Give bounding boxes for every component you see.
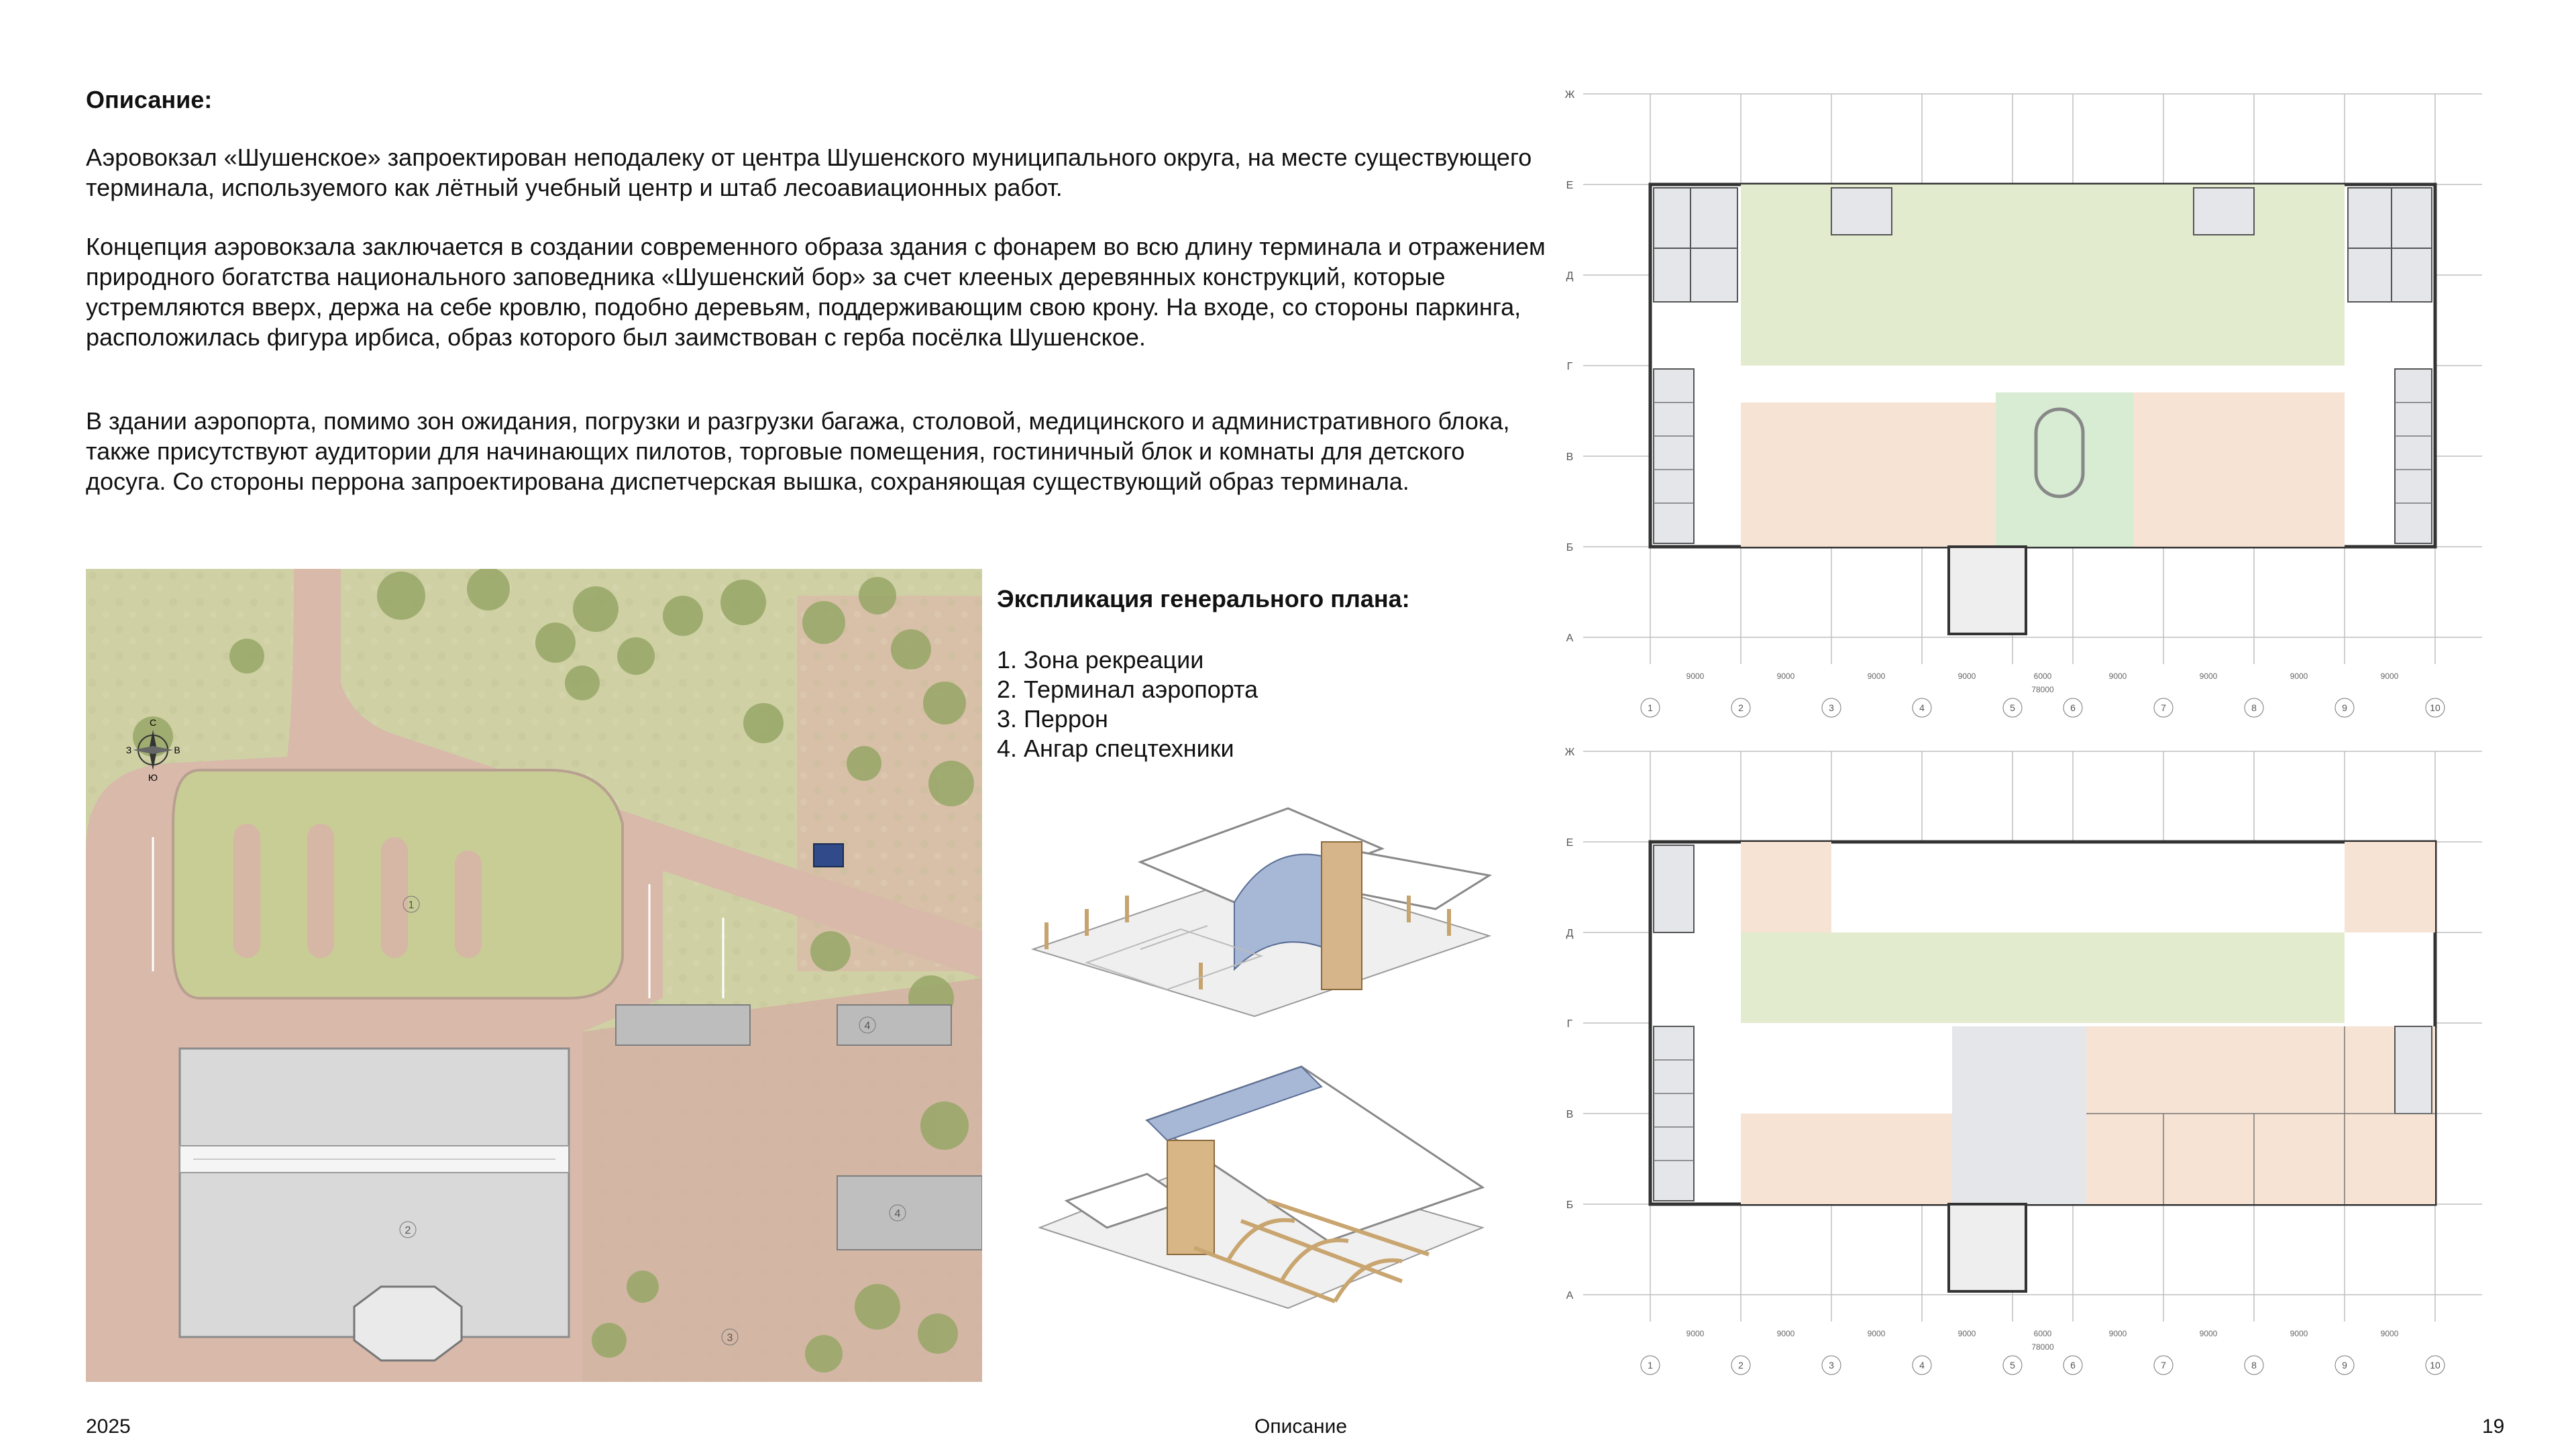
col-axis: 10 bbox=[2430, 1360, 2440, 1371]
col-axis: 3 bbox=[1829, 1360, 1834, 1371]
span-dim: 9000 bbox=[1686, 672, 1705, 681]
footer-page-number: 19 bbox=[2482, 1415, 2505, 1438]
site-marker-1: 1 bbox=[408, 900, 415, 911]
description-title: Описание: bbox=[86, 86, 213, 113]
span-dim: 9000 bbox=[1867, 672, 1886, 681]
col-axis: 1 bbox=[1648, 702, 1653, 713]
footer-section: Описание bbox=[1254, 1415, 1348, 1438]
col-axis: 4 bbox=[1919, 702, 1925, 713]
explication-list bbox=[997, 645, 1258, 763]
row-axis: А bbox=[1566, 1290, 1574, 1301]
col-axis: 9 bbox=[2342, 1360, 2347, 1371]
col-axis: 4 bbox=[1919, 1360, 1925, 1371]
col-axis: 1 bbox=[1648, 1360, 1653, 1371]
span-dim: 9000 bbox=[2290, 1329, 2308, 1338]
total-dim: 78000 bbox=[2031, 685, 2054, 694]
row-axis: Г bbox=[1566, 1018, 1573, 1030]
row-axis: Д bbox=[1566, 270, 1574, 282]
row-axis: Е bbox=[1566, 837, 1574, 849]
explication-title: Экспликация генерального плана: bbox=[997, 585, 1410, 612]
compass-w: З bbox=[125, 745, 132, 755]
col-axis: 10 bbox=[2430, 702, 2440, 713]
compass-e: В bbox=[174, 745, 180, 755]
col-axis: 5 bbox=[2010, 702, 2015, 713]
span-dim: 9000 bbox=[1776, 672, 1795, 681]
row-axis: Ж bbox=[1564, 89, 1575, 101]
site-marker-2: 2 bbox=[405, 1225, 411, 1236]
span-dim: 9000 bbox=[2380, 1329, 2399, 1338]
footer-year: 2025 bbox=[86, 1415, 131, 1438]
span-dim: 6000 bbox=[2033, 1329, 2052, 1338]
row-axis: Ж bbox=[1564, 747, 1575, 758]
axonometric-view-2 bbox=[1026, 1060, 1496, 1315]
row-axis: Б bbox=[1566, 542, 1574, 553]
row-axis: Д bbox=[1566, 928, 1574, 939]
span-dim: 9000 bbox=[2108, 672, 2127, 681]
span-dim: 9000 bbox=[1686, 1329, 1705, 1338]
site-marker-4b: 4 bbox=[894, 1208, 901, 1220]
description-paragraph-1: Аэровокзал «Шушенское» запроектирован неподалеку от центра Шушенского муниципального округа, на месте существующего терминала, используемого как лётный учебный центр и штаб лесоавиационных работ. bbox=[86, 144, 1532, 201]
compass-n: С bbox=[149, 717, 157, 728]
col-axis: 6 bbox=[2070, 702, 2076, 713]
compass-s: Ю bbox=[148, 772, 158, 783]
row-axis: В bbox=[1566, 451, 1574, 463]
col-axis: 8 bbox=[2251, 1360, 2257, 1371]
col-axis: 2 bbox=[1738, 1360, 1743, 1371]
span-dim: 9000 bbox=[2108, 1329, 2127, 1338]
col-axis: 9 bbox=[2342, 702, 2347, 713]
site-plan bbox=[86, 569, 982, 1382]
description-paragraph-3: В здании аэропорта, помимо зон ожидания, погрузки и разгрузки багажа, столовой, медицинского и административного блока, также присутствуют аудитории для начинающих пилотов, торговые помещения, гостиничный блок и комнаты для детского досуга. Со стороны перрона запроектирована диспетчерская вышка, сохраняющая существующий образ терминала. bbox=[86, 407, 1510, 495]
explication-item: 2. Терминал аэропорта bbox=[997, 676, 1258, 703]
axonometric-view-1 bbox=[1006, 795, 1516, 1026]
floor-plan-upper bbox=[1563, 738, 2502, 1382]
floor-plan-ground bbox=[1563, 80, 2502, 724]
span-dim: 9000 bbox=[1867, 1329, 1886, 1338]
col-axis: 6 bbox=[2070, 1360, 2076, 1371]
site-marker-3: 3 bbox=[727, 1332, 733, 1344]
span-dim: 9000 bbox=[2199, 1329, 2218, 1338]
explication-item: 3. Перрон bbox=[997, 705, 1108, 733]
row-axis: Г bbox=[1566, 361, 1573, 372]
row-axis: Е bbox=[1566, 180, 1574, 191]
row-axis: Б bbox=[1566, 1199, 1574, 1211]
col-axis: 2 bbox=[1738, 702, 1743, 713]
site-marker-4a: 4 bbox=[864, 1020, 871, 1032]
span-dim: 6000 bbox=[2033, 672, 2052, 681]
col-axis: 5 bbox=[2010, 1360, 2015, 1371]
span-dim: 9000 bbox=[2290, 672, 2308, 681]
col-axis: 8 bbox=[2251, 702, 2257, 713]
col-axis: 7 bbox=[2161, 1360, 2166, 1371]
row-axis: В bbox=[1566, 1109, 1574, 1120]
span-dim: 9000 bbox=[1957, 1329, 1976, 1338]
explication-item: 1. Зона рекреации bbox=[997, 646, 1204, 674]
span-dim: 9000 bbox=[2380, 672, 2399, 681]
span-dim: 9000 bbox=[1776, 1329, 1795, 1338]
explication-item: 4. Ангар спецтехники bbox=[997, 735, 1234, 762]
description-paragraph-2: Концепция аэровокзала заключается в создании современного образа здания с фонарем во всю длину терминала и отражением природного богатства национального заповедника «Шушенский бор» за счет клееных деревянных конструкций, которые устремляются вверх, держа на себе кровлю, подобно деревьям, поддерживающим свою крону. На входе, со стороны паркинга, расположилась фигура ирбиса, образ которого был заимствован с герба посёлка Шушенское. bbox=[86, 233, 1546, 351]
span-dim: 9000 bbox=[1957, 672, 1976, 681]
col-axis: 7 bbox=[2161, 702, 2166, 713]
total-dim: 78000 bbox=[2031, 1342, 2054, 1352]
col-axis: 3 bbox=[1829, 702, 1834, 713]
span-dim: 9000 bbox=[2199, 672, 2218, 681]
row-axis: А bbox=[1566, 633, 1574, 644]
